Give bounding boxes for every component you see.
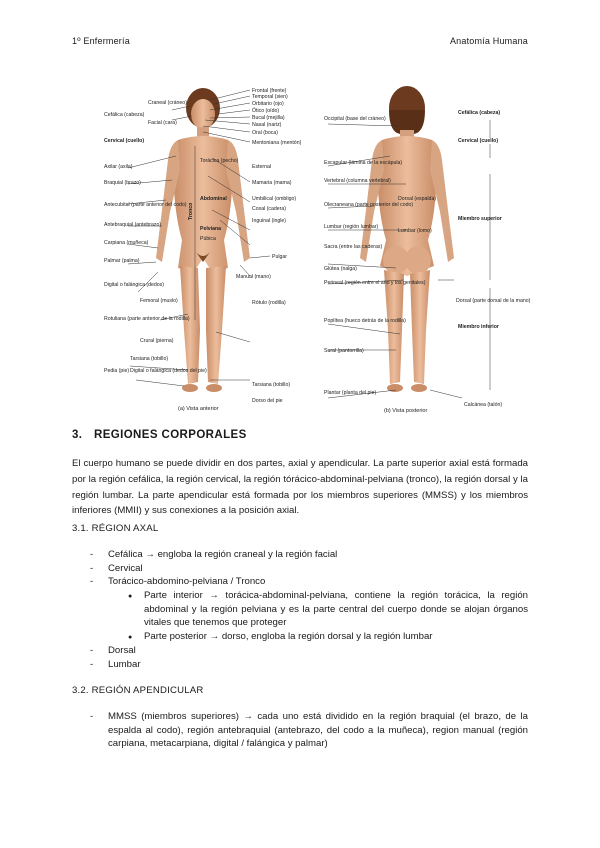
list-item: - MMSS (miembros superiores) → cada uno está dividido en la región braquial (el brazo, de la espalda al codo), región antebraquial (antebrazo, del codo a la muñeca), region manual (región carpiana, metacarpiana, digital / falángica y palmar) [72, 710, 528, 751]
label-sural: Sural (pantorrilla) [324, 348, 364, 354]
sublist-item: ● Parte interior → torácica-abdominal-pelviana, contiene la región torácica, la región abdominal y la región pelviana y es la parte central del cuerpo donde se alojan órganos vitales que tenemos que proteger [72, 589, 528, 630]
list-item: - Cervical [72, 562, 528, 576]
label-braquial: Braquial (brazo) [104, 180, 141, 186]
label-escapular: Escapular (lámina de la escápula) [324, 160, 403, 166]
sublist-item: ● Parte posterior → dorso, engloba la región dorsal y la región lumbar [72, 630, 528, 644]
axial-list [72, 548, 528, 589]
label-lumbar-center: Lumbar (lomo) [398, 228, 432, 234]
label-miembro-superior: Miembro superior [458, 216, 502, 222]
label-tarsiana: Tarsiana (tobillo) [252, 382, 291, 388]
label-digital: Digital o falángica (dedos) [104, 282, 164, 288]
label-temporal: Temporal (sien) [252, 94, 288, 100]
body-regions-figure [100, 80, 531, 415]
subsection-apendicular-title: 3.2. REGIÓN APENDICULAR [72, 685, 204, 696]
label-lumbar: Lumbar (región lumbar) [324, 224, 379, 230]
label-cefalica-post: Cefálica (cabeza) [458, 110, 501, 116]
list-item: - Lumbar [72, 658, 528, 672]
label-mamaria: Mamaria (mama) [252, 180, 292, 186]
label-perineal: Perineal (región entre el ano y los genitales) [324, 280, 426, 286]
label-craneal: Craneal (cráneo) [148, 100, 187, 106]
label-pubica: Púbica [200, 236, 216, 242]
list-item-label: Torácico-abdomino-pelviana / Tronco [108, 576, 266, 588]
label-orbitario: Orbitario (ojo) [252, 101, 284, 107]
header-subject: Anatomía Humana [449, 36, 528, 46]
label-plantar: Plantar (planta del pie) [324, 390, 377, 396]
section-title [72, 429, 247, 441]
label-cervical-post: Cervical (cuello) [458, 138, 499, 144]
axial-sublist [72, 589, 528, 643]
label-manual: Manual (mano) [236, 274, 271, 280]
header-course: 1º Enfermería [72, 36, 130, 46]
label-coxal: Coxal (cadera) [252, 206, 287, 212]
subsection-axial-title: 3.1. RÉGION AXAL [72, 523, 159, 534]
label-abdominal: Abdominal [200, 196, 227, 202]
list-item: - Cefálica → engloba la región craneal y la región facial [72, 548, 528, 562]
label-bucal: Bucal (mejilla) [252, 115, 285, 121]
section-number: 3. [72, 429, 83, 441]
section-title-text: REGIONES CORPORALES [94, 429, 247, 441]
label-miembro-inferior: Miembro inferior [458, 324, 499, 330]
list-item [72, 575, 528, 589]
label-sacra: Sacra (entre las caderas) [324, 244, 383, 250]
label-dorso-pie: Dorso del pie [252, 398, 283, 404]
label-crural: Crural (pierna) [140, 338, 174, 344]
label-digital-pie: Digital o falángica (dedos del pie) [130, 368, 207, 374]
label-dorsal-center: Dorsal (espalda) [398, 196, 437, 202]
label-frontal: Frontal (frente) [252, 88, 287, 94]
label-cervical: Cervical (cuello) [104, 138, 145, 144]
label-cefalica: Cefálica (cabeza) [104, 112, 145, 118]
label-pedia: Pedia (pie) [104, 368, 130, 374]
label-oral: Oral (boca) [252, 130, 278, 136]
label-calcanea: Calcánea (talón) [464, 402, 503, 408]
label-otico: Ótico (oído) [252, 108, 280, 114]
label-toracica: Torácica (pecho) [200, 158, 239, 164]
posterior-labels-right [456, 110, 531, 408]
label-tronco: Tronco [188, 202, 194, 220]
label-esternal: Esternal [252, 164, 272, 170]
axial-list-continued [72, 644, 528, 671]
label-nasal: Nasal (nariz) [252, 122, 282, 128]
list-item: - Dorsal [72, 644, 528, 658]
intro-paragraph: El cuerpo humano se puede dividir en dos partes, axial y apendicular. La parte superior axial está formada por la región cefálica, la región cervical, la región tórácico-abdominal-pelviana (tronco), la región dorsal y la región lumbar. La parte apendicular está formada por los miembros superiores (MMSS) y los miembros inferiores (MMII) y sus conexiones a la posición axial. [72, 458, 528, 517]
label-olecraneana: Olecraneana (parte posterior del codo) [324, 202, 414, 208]
caption-anterior: (a) Vista anterior [178, 406, 219, 412]
label-antecubital: Antecubital (parte anterior del codo) [104, 202, 187, 208]
label-umbilical: Umbilical (ombligo) [252, 196, 297, 202]
label-femoral: Femoral (muslo) [140, 298, 178, 304]
label-axilar: Axilar (axila) [104, 164, 133, 170]
label-glutea: Glútea (nalga) [324, 266, 357, 272]
posterior-body [360, 86, 454, 392]
label-mentoniana: Mentoniana (mentón) [252, 140, 302, 146]
apendicular-list [72, 710, 528, 751]
label-palmar: Palmar (palma) [104, 258, 140, 264]
label-occipital: Occipital (base del cráneo) [324, 116, 386, 122]
label-rotuliana: Rotuliana (parte anterior de la rodilla) [104, 316, 190, 322]
label-pelviana: Pelviana [200, 226, 222, 232]
label-vertebral: Vertebral (columna vertebral) [324, 178, 391, 184]
caption-posterior: (b) Vista posterior [384, 408, 428, 414]
label-tarsiana-left: Tarsiana (tobillo) [130, 356, 169, 362]
label-carpiana: Carpiana (muñeca) [104, 240, 149, 246]
label-inguinal: Inguinal (ingle) [252, 218, 287, 224]
label-facial: Facial (cara) [148, 120, 177, 126]
label-dorsal-mano: Dorsal (parte dorsal de la mano) [456, 298, 531, 304]
label-pulgar: Pulgar [272, 254, 287, 260]
label-rotulo: Rótulo (rodilla) [252, 300, 286, 306]
label-poplitea: Poplítea (hueco detrás de la rodilla) [324, 318, 406, 324]
label-antebraquial: Antebraquial (antebrazo) [104, 222, 162, 228]
